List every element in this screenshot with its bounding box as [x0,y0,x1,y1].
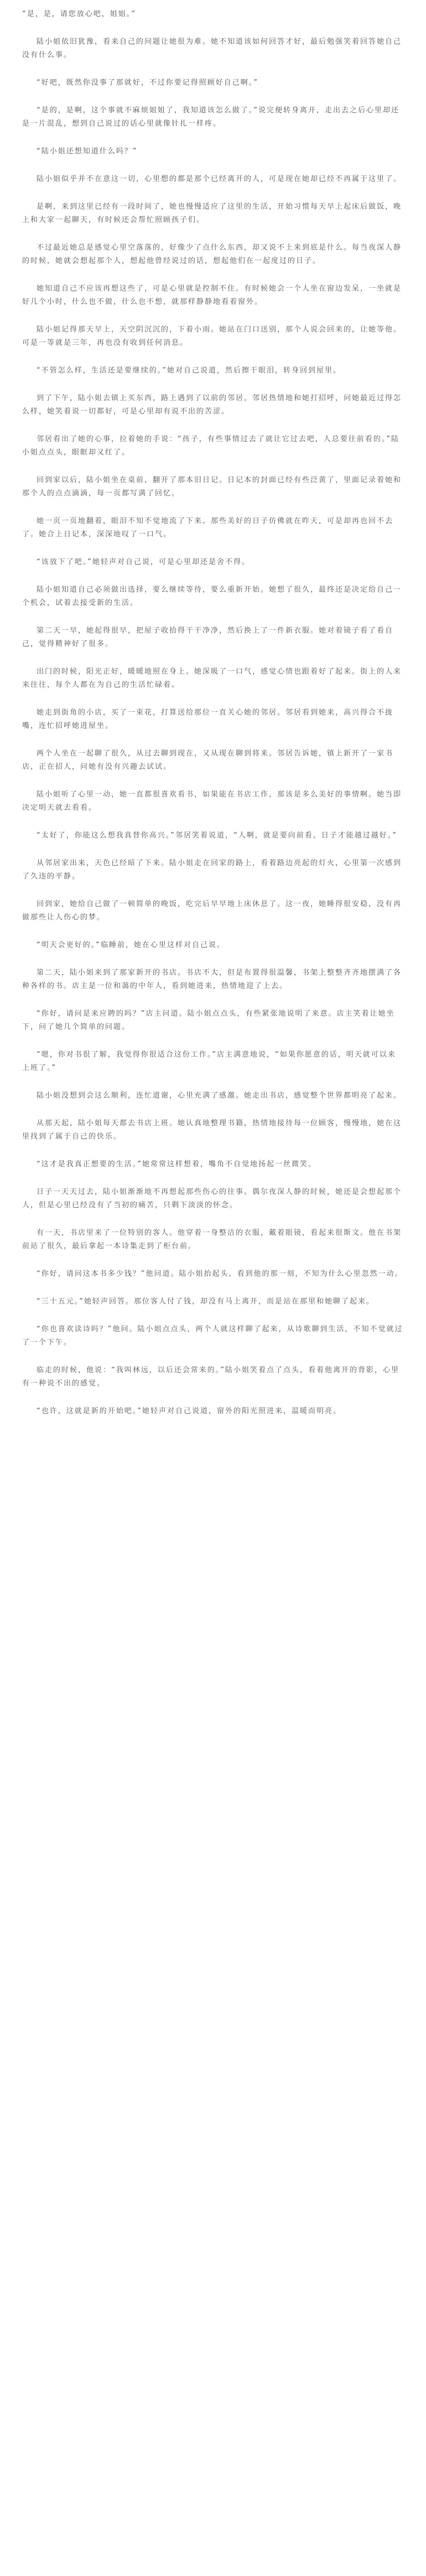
paragraph: “嗯，你对书很了解，我觉得你很适合这份工作。”店主满意地说，“如果你愿意的话，明天就可以来上班了。” [22,1051,396,1072]
paragraph: 她知道自己不应该再想这些了，可是心里就是控制不住。有时候她会一个人坐在窗边发呆，一坐就是好几个小时，什么也不做，什么也不想，就那样静静地看着窗外。 [22,285,402,306]
paragraph: “三十五元。”她轻声回答。那位客人付了钱，却没有马上离开，而是站在那里和她聊了起来。 [37,1297,375,1306]
paragraph: “陆小姐还想知道什么吗？” [37,147,138,156]
paragraph: 第二天，陆小姐来到了那家新开的书店。书店不大，但是布置得很温馨，书架上整整齐齐地摆满了各种各样的书。店主是一位和蔼的中年人，看到她进来，热情地迎了上去。 [22,969,402,990]
paragraph: 陆小姐知道自己必须做出选择，要么继续等待，要么重新开始。她想了很久，最终还是决定给自己一个机会，试着去接受新的生活。 [22,586,402,607]
paragraph: 不过最近她总是感觉心里空落落的，好像少了点什么东西，却又说不上来到底是什么。每当夜深人静的时候，她就会想起那个人，想起他曾经说过的话，想起他们在一起度过的日子。 [22,244,402,265]
paragraph: 有一天，书店里来了一位特别的客人。他穿着一身整洁的衣服，戴着眼镜，看起来很斯文。他在书架前站了很久，最后拿起一本诗集走到了柜台前。 [22,1229,402,1250]
paragraph: 她走到街角的小店，买了一束花，打算送给那位一直关心她的邻居。邻居看到她来，高兴得合不拢嘴，连忙招呼她进屋坐。 [22,708,394,730]
paragraph: 出门的时候，阳光正好，暖暖地照在身上。她深吸了一口气，感觉心情也跟着好了起来。街上的人来来往往，每个人都在为自己的生活忙碌着。 [22,668,402,689]
paragraph: “你好，请问这本书多少钱？”他问道。陆小姐抬起头，看到他的那一刻，不知为什么心里忽然一动。 [37,1270,403,1278]
paragraph: 陆小姐似乎并不在意这一切，心里想的都是那个已经离开的人，可是现在她却已经不再属于这里了。 [37,175,402,183]
paragraph: “不管怎么样，生活还是要继续的。”她对自己说道，然后擦干眼泪，转身回到屋里。 [37,366,341,375]
paragraph: 陆小姐听了心里一动，她一直都很喜欢看书，如果能在书店工作，那该是多么美好的事情啊。她当即决定明天就去看看。 [22,790,402,812]
paragraph: 陆小姐没想到会这么顺利，连忙道谢，心里充满了感激。她走出书店，感觉整个世界都明亮了起来。 [37,1092,402,1100]
paragraph: 两个人坐在一起聊了很久，从过去聊到现在，又从现在聊到将来。邻居告诉她，镇上新开了一家书店，正在招人，问她有没有兴趣去试试。 [22,749,394,771]
paragraph: “你也喜欢读诗吗？”他问。陆小姐点点头，两个人就这样聊了起来，从诗歌聊到生活，不知不觉就过了一个下午。 [22,1325,403,1347]
paragraph: 到了下午，陆小姐去镇上买东西，路上遇到了以前的邻居。邻居热情地和她打招呼，问她最近过得怎么样，她笑着说一切都好，可是心里却有说不出的苦涩。 [22,394,402,416]
paragraph: “你好，请问是来应聘的吗？”店主问道。陆小姐点点头，有些紧张地说明了来意。店主笑着让她坐下，问了她几个简单的问题。 [22,1010,395,1031]
paragraph: 日子一天天过去，陆小姐渐渐地不再想起那些伤心的往事。偶尔夜深人静的时候，她还是会想起那个人，但是心里已经没有了当初的痛苦，只剩下淡淡的怀念。 [22,1188,402,1209]
paragraph: “明天会更好的。”临睡前，她在心里这样对自己说。 [37,941,225,949]
paragraph: 邻居看出了她的心事，拉着她的手说：“孩子，有些事情过去了就让它过去吧，人总要往前看的。”陆小姐点点头，眼眶却又红了。 [22,435,399,457]
paragraph: 陆小姐依旧犹豫，看来自己的问题让她很为难。她不知道该如何回答才好，最后勉强笑着回答她自己没有什么事。 [22,38,402,59]
paragraph: “好吧，既然你没事了那就好，不过你要记得照顾好自己啊。” [37,79,258,87]
paragraph: “这才是我真正想要的生活。”她常常这样想着，嘴角不自觉地扬起一丝微笑。 [37,1160,316,1168]
paragraph: 第二天一早，她起得很早，把屋子收拾得干干净净，然后换上了一件新衣服。她对着镜子看了看自己，觉得精神好了很多。 [22,627,394,648]
paragraph: “该放下了吧。”她轻声对自己说，可是心里却还是舍不得。 [37,558,250,566]
paragraph: 是啊，来到这里已经有一段时间了，她也慢慢适应了这里的生活，开始习惯每天早上起床后做饭，晚上和大家一起聊天，有时候还会帮忙照顾孩子们。 [22,203,402,224]
paragraph: 临走的时候，他说：“我叫林远，以后还会常来的。”陆小姐笑着点了点头，看着他离开的背影，心里有一种说不出的感觉。 [22,1366,399,1388]
paragraph: “太好了，你能这么想我真替你高兴。”邻居笑着说道，“人啊，就是要向前看，日子才能越过越好。” [37,831,397,840]
paragraph: 从那天起，陆小姐每天都去书店上班。她认真地整理书籍，热情地接待每一位顾客，慢慢地，她在这里找到了属于自己的快乐。 [22,1119,402,1141]
paragraph: 回到家以后，陆小姐坐在桌前，翻开了那本旧日记。日记本的封面已经有些泛黄了，里面记录着她和那个人的点点滴滴，每一页都写满了回忆。 [22,476,402,498]
paragraph: “是的，是啊，这个事就不麻烦姐姐了，我知道该怎么做了。”说完便转身离开，走出去之后心里却还是一片混乱，想到自己说过的话心里就像针扎一样疼。 [22,106,399,128]
paragraph: 从邻居家出来，天色已经暗了下来。陆小姐走在回家的路上，看着路边亮起的灯火，心里第一次感到了久违的平静。 [22,859,402,881]
paragraph: “是，是，请您放心吧，姐姐。” [22,10,136,18]
paragraph: 回到家，她给自己做了一顿简单的晚饭，吃完后早早地上床休息了。这一夜，她睡得很安稳，没有再做那些让人伤心的梦。 [22,900,402,922]
paragraph: 她一页一页地翻着，眼泪不知不觉地流了下来。那些美好的日子仿佛就在昨天，可是却再也回不去了。她合上日记本，深深地叹了一口气。 [22,517,394,539]
paragraph: 陆小姐记得那天早上，天空阴沉沉的，下着小雨。她站在门口送别，那个人说会回来的，让她等他。可是一等就是三年，再也没有收到任何消息。 [22,325,402,347]
paragraph: “也许，这就是新的开始吧。”她轻声对自己说道，窗外的阳光照进来，温暖而明亮。 [37,1407,341,1415]
